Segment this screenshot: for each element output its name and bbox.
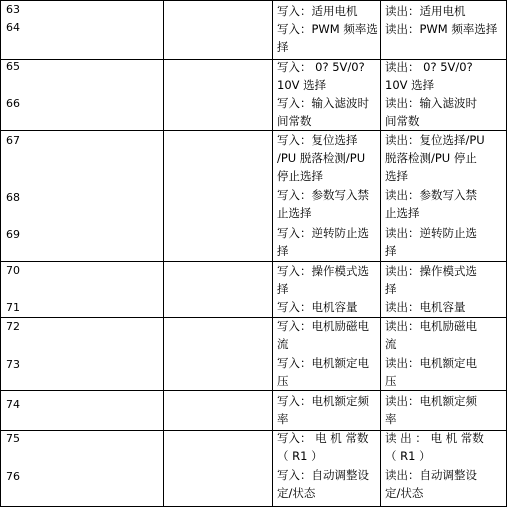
read-text-line: 读出：PWM 频率选择 bbox=[385, 22, 498, 36]
read-text-line: 选择 bbox=[385, 169, 408, 183]
read-text-line: 读出：电机额定电 bbox=[385, 356, 477, 370]
write-cell bbox=[277, 58, 380, 94]
row-number: 63 bbox=[6, 3, 20, 16]
write-cell bbox=[277, 317, 380, 353]
read-text-line: 10V 选择 bbox=[385, 78, 435, 92]
read-text-line: 读出：逆转防止选 bbox=[385, 226, 477, 240]
write-text-line: 写入：复位选择 bbox=[277, 133, 358, 147]
read-cell bbox=[385, 20, 497, 38]
column-divider bbox=[380, 0, 381, 506]
write-text-line: （ R1 ） bbox=[277, 449, 323, 463]
write-cell bbox=[277, 2, 380, 20]
write-cell bbox=[277, 20, 380, 56]
write-text-line: 间常数 bbox=[277, 114, 312, 128]
write-cell bbox=[277, 298, 380, 316]
read-cell bbox=[385, 262, 497, 298]
write-text-line: 择 bbox=[277, 244, 289, 258]
write-cell bbox=[277, 354, 380, 390]
write-cell bbox=[277, 94, 380, 130]
row-number: 65 bbox=[6, 60, 20, 73]
row-number: 76 bbox=[6, 470, 20, 483]
read-text-line: 择 bbox=[385, 282, 397, 296]
read-text-line: 读出：自动调整设 bbox=[385, 468, 477, 482]
read-text-line: 读出：输入滤波时 bbox=[385, 96, 477, 110]
read-cell bbox=[385, 392, 497, 428]
read-text-line: 读出：参数写入禁 bbox=[385, 188, 477, 202]
write-cell bbox=[277, 224, 380, 260]
read-text-line: 止选择 bbox=[385, 206, 420, 220]
read-cell bbox=[385, 94, 497, 130]
row-divider bbox=[0, 506, 507, 507]
read-text-line: 率 bbox=[385, 412, 397, 426]
write-text-line: 写入：参数写入禁 bbox=[277, 188, 369, 202]
read-cell bbox=[385, 429, 497, 465]
read-text-line: 读出：复位选择/PU bbox=[385, 133, 485, 147]
write-text-line: 写入：适用电机 bbox=[277, 4, 358, 18]
write-text-line: 写入：自动调整设 bbox=[277, 468, 369, 482]
row-number: 67 bbox=[6, 134, 20, 147]
column-divider bbox=[506, 0, 507, 506]
read-cell bbox=[385, 354, 497, 390]
read-text-line: 读出：电机额定频 bbox=[385, 394, 477, 408]
row-number: 73 bbox=[6, 358, 20, 371]
write-text-line: 写入：电机励磁电 bbox=[277, 319, 369, 333]
row-number: 68 bbox=[6, 191, 20, 204]
row-divider bbox=[0, 390, 507, 391]
read-cell bbox=[385, 58, 497, 94]
write-text-line: 10V 选择 bbox=[277, 78, 327, 92]
column-divider bbox=[272, 0, 273, 506]
read-text-line: 流 bbox=[385, 337, 397, 351]
write-text-line: 压 bbox=[277, 374, 289, 388]
read-text-line: 读出：操作模式选 bbox=[385, 264, 477, 278]
row-number: 74 bbox=[6, 398, 20, 411]
write-text-line: 写入：操作模式选 bbox=[277, 264, 369, 278]
write-text-line: /PU 脱落检测/PU bbox=[277, 151, 366, 165]
write-cell bbox=[277, 131, 380, 185]
read-text-line: 择 bbox=[385, 244, 397, 258]
write-text-line: 写入：电机额定电 bbox=[277, 356, 369, 370]
read-text-line: 间常数 bbox=[385, 114, 420, 128]
write-text-line: 择 bbox=[277, 40, 289, 54]
read-cell bbox=[385, 298, 497, 316]
write-cell bbox=[277, 262, 380, 298]
write-text-line: 定/状态 bbox=[277, 486, 316, 500]
row-number: 72 bbox=[6, 320, 20, 333]
write-text-line: 停止选择 bbox=[277, 169, 323, 183]
read-cell bbox=[385, 131, 497, 185]
row-number: 71 bbox=[6, 301, 20, 314]
write-text-line: 写入： 0? 5V/0? bbox=[277, 60, 365, 74]
row-number: 75 bbox=[6, 432, 20, 445]
read-text-line: 压 bbox=[385, 374, 397, 388]
row-number: 69 bbox=[6, 228, 20, 241]
row-number: 70 bbox=[6, 264, 20, 277]
write-cell bbox=[277, 392, 380, 428]
read-text-line: 脱落检测/PU 停止 bbox=[385, 151, 477, 165]
read-text-line: 读出：电机励磁电 bbox=[385, 319, 477, 333]
write-cell bbox=[277, 429, 380, 465]
read-cell bbox=[385, 2, 497, 20]
write-cell bbox=[277, 466, 380, 502]
read-text-line: 读出：适用电机 bbox=[385, 4, 466, 18]
write-text-line: 流 bbox=[277, 337, 289, 351]
write-text-line: 写入：电机容量 bbox=[277, 300, 358, 314]
write-text-line: 止选择 bbox=[277, 206, 312, 220]
row-number: 66 bbox=[6, 97, 20, 110]
write-cell bbox=[277, 186, 380, 222]
row-number: 64 bbox=[6, 21, 20, 34]
row-divider bbox=[0, 0, 507, 1]
read-cell bbox=[385, 317, 497, 353]
read-text-line: 定/状态 bbox=[385, 486, 424, 500]
write-text-line: 率 bbox=[277, 412, 289, 426]
write-text-line: 择 bbox=[277, 282, 289, 296]
column-divider bbox=[0, 0, 1, 506]
write-text-line: 写入：电机额定频 bbox=[277, 394, 369, 408]
read-text-line: 读出： 0? 5V/0? bbox=[385, 60, 473, 74]
write-text-line: 写入：PWM 频率选 bbox=[277, 22, 378, 36]
read-text-line: （ R1 ） bbox=[385, 449, 431, 463]
write-text-line: 写入：逆转防止选 bbox=[277, 226, 369, 240]
read-cell bbox=[385, 466, 497, 502]
column-divider bbox=[163, 0, 164, 506]
read-cell bbox=[385, 224, 497, 260]
write-text-line: 写入： 电 机 常数 bbox=[277, 431, 369, 445]
write-text-line: 写入：输入滤波时 bbox=[277, 96, 369, 110]
read-text-line: 读 出 ： 电 机 常数 bbox=[385, 431, 484, 445]
read-text-line: 读出：电机容量 bbox=[385, 300, 466, 314]
read-cell bbox=[385, 186, 497, 222]
